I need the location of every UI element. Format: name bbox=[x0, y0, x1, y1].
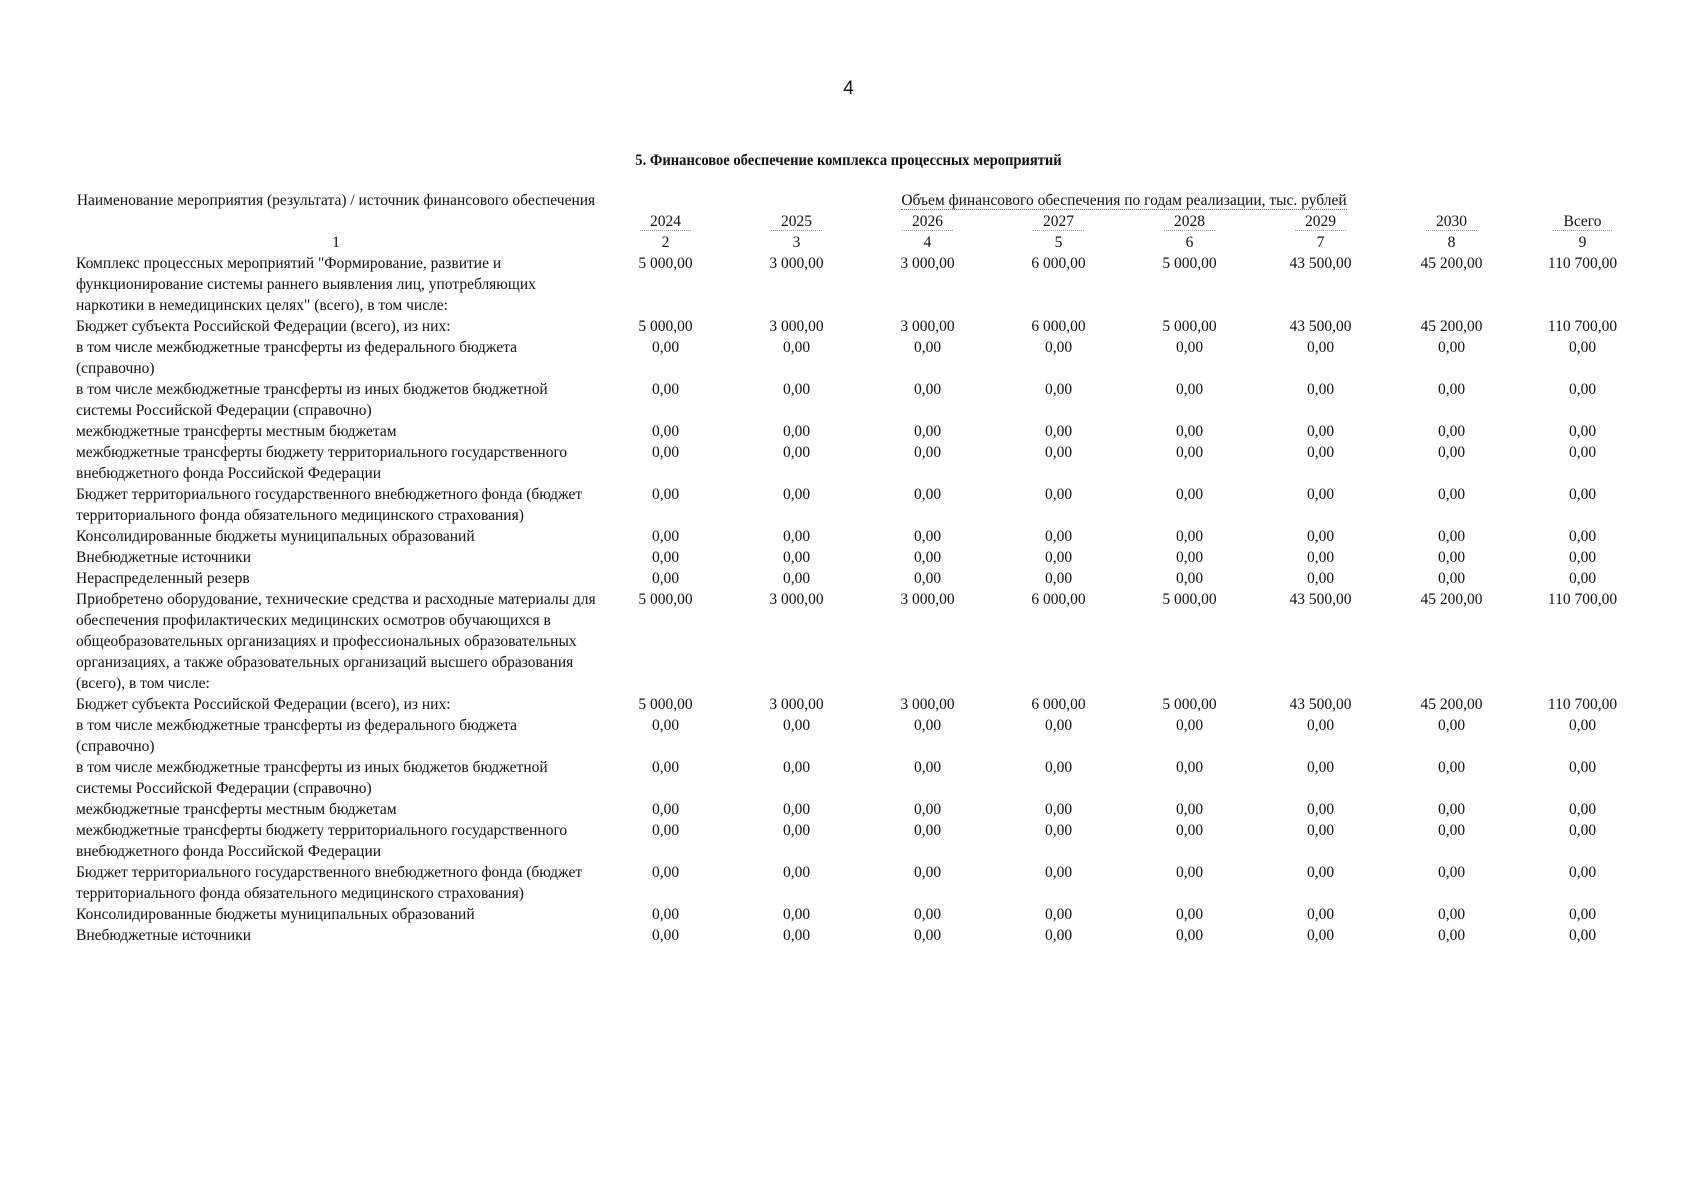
row-year-value: 0,00 bbox=[1306, 381, 1335, 398]
row-year-value: 43 500,00 bbox=[1289, 255, 1352, 272]
row-name: Консолидированные бюджеты муниципальных образований bbox=[76, 528, 475, 545]
row-year-value: 5 000,00 bbox=[638, 591, 693, 608]
row-total-value: 0,00 bbox=[1568, 444, 1597, 461]
row-name: межбюджетные трансферты бюджету территориального государственного внебюджетного фонда Российской Федерации bbox=[76, 822, 568, 860]
table-row bbox=[72, 799, 1648, 820]
row-name: в том числе межбюджетные трансферты из иных бюджетов бюджетной системы Российской Федерации (справочно) bbox=[76, 759, 548, 797]
row-year-value: 0,00 bbox=[1175, 528, 1204, 545]
row-year-value: 0,00 bbox=[782, 570, 811, 587]
row-year-value: 0,00 bbox=[1437, 444, 1466, 461]
table-row bbox=[72, 547, 1648, 568]
column-index: 1 bbox=[332, 234, 340, 251]
header-year-label: 2030 bbox=[1426, 213, 1477, 231]
row-year-value: 0,00 bbox=[1044, 822, 1073, 839]
row-year-value: 0,00 bbox=[913, 423, 942, 440]
row-year-value: 5 000,00 bbox=[1162, 318, 1217, 335]
header-year bbox=[862, 211, 993, 232]
row-year-value: 0,00 bbox=[1044, 927, 1073, 944]
row-name: Комплекс процессных мероприятий "Формирование, развитие и функционирование системы раннего выявления лиц, употребляющих наркотики в немедицинских целях" (всего), в том числе: bbox=[76, 255, 536, 314]
row-year-value: 0,00 bbox=[1044, 486, 1073, 503]
row-year-value: 0,00 bbox=[782, 486, 811, 503]
row-year-value: 0,00 bbox=[1044, 717, 1073, 734]
row-year-value: 0,00 bbox=[651, 381, 680, 398]
row-total-value: 0,00 bbox=[1568, 927, 1597, 944]
row-year-value: 6 000,00 bbox=[1031, 591, 1086, 608]
row-year-value: 5 000,00 bbox=[1162, 591, 1217, 608]
row-year-value: 43 500,00 bbox=[1289, 318, 1352, 335]
row-year-value: 0,00 bbox=[913, 528, 942, 545]
row-year-value: 0,00 bbox=[1306, 759, 1335, 776]
table-row bbox=[72, 253, 1648, 316]
row-year-value: 0,00 bbox=[1437, 864, 1466, 881]
row-year-value: 0,00 bbox=[782, 801, 811, 818]
header-group-text: Объем финансового обеспечения по годам реализации, тыс. рублей bbox=[901, 192, 1347, 209]
column-index: 8 bbox=[1447, 234, 1456, 251]
column-index: 4 bbox=[923, 234, 932, 251]
row-year-value: 0,00 bbox=[1437, 759, 1466, 776]
row-year-value: 0,00 bbox=[1175, 759, 1204, 776]
row-year-value: 0,00 bbox=[1306, 906, 1335, 923]
row-year-value: 0,00 bbox=[1044, 906, 1073, 923]
row-year-value: 0,00 bbox=[1437, 381, 1466, 398]
row-year-value: 0,00 bbox=[651, 570, 680, 587]
table-row bbox=[72, 820, 1648, 862]
financing-table bbox=[72, 190, 1648, 946]
row-year-value: 3 000,00 bbox=[769, 255, 824, 272]
column-index: 2 bbox=[661, 234, 670, 251]
table-row bbox=[72, 925, 1648, 946]
row-total-value: 110 700,00 bbox=[1547, 255, 1618, 272]
row-year-value: 0,00 bbox=[651, 717, 680, 734]
row-year-value: 0,00 bbox=[913, 822, 942, 839]
row-year-value: 0,00 bbox=[782, 381, 811, 398]
section-title: 5. Финансовое обеспечение комплекса процессных мероприятий bbox=[635, 152, 1062, 169]
row-name: в том числе межбюджетные трансферты из федерального бюджета (справочно) bbox=[76, 339, 518, 377]
row-year-value: 0,00 bbox=[1175, 339, 1204, 356]
header-total-label: Всего bbox=[1553, 213, 1611, 231]
header-year bbox=[993, 211, 1124, 232]
row-total-value: 0,00 bbox=[1568, 570, 1597, 587]
row-name: Внебюджетные источники bbox=[76, 927, 252, 944]
row-year-value: 3 000,00 bbox=[769, 318, 824, 335]
row-year-value: 0,00 bbox=[1437, 570, 1466, 587]
row-year-value: 0,00 bbox=[651, 528, 680, 545]
row-year-value: 43 500,00 bbox=[1289, 696, 1352, 713]
row-year-value: 45 200,00 bbox=[1420, 318, 1483, 335]
row-year-value: 0,00 bbox=[1437, 549, 1466, 566]
row-year-value: 0,00 bbox=[913, 906, 942, 923]
row-year-value: 0,00 bbox=[913, 570, 942, 587]
row-year-value: 0,00 bbox=[1306, 822, 1335, 839]
table-row bbox=[72, 757, 1648, 799]
row-total-value: 0,00 bbox=[1568, 486, 1597, 503]
row-year-value: 3 000,00 bbox=[900, 591, 955, 608]
row-year-value: 0,00 bbox=[1175, 864, 1204, 881]
row-year-value: 0,00 bbox=[782, 528, 811, 545]
row-year-value: 6 000,00 bbox=[1031, 696, 1086, 713]
row-name: межбюджетные трансферты местным бюджетам bbox=[76, 423, 397, 440]
row-total-value: 0,00 bbox=[1568, 528, 1597, 545]
row-name: в том числе межбюджетные трансферты из иных бюджетов бюджетной системы Российской Федерации (справочно) bbox=[76, 381, 548, 419]
row-year-value: 0,00 bbox=[1044, 759, 1073, 776]
column-index: 7 bbox=[1316, 234, 1325, 251]
header-row-top bbox=[72, 190, 1648, 211]
row-name: Консолидированные бюджеты муниципальных образований bbox=[76, 906, 475, 923]
row-total-value: 0,00 bbox=[1568, 549, 1597, 566]
column-index: 9 bbox=[1578, 234, 1587, 251]
row-year-value: 0,00 bbox=[1306, 549, 1335, 566]
header-year-label: 2029 bbox=[1295, 213, 1346, 231]
row-year-value: 0,00 bbox=[782, 717, 811, 734]
row-name: межбюджетные трансферты местным бюджетам bbox=[76, 801, 397, 818]
row-year-value: 0,00 bbox=[782, 864, 811, 881]
row-year-value: 0,00 bbox=[1175, 927, 1204, 944]
table-row bbox=[72, 715, 1648, 757]
row-year-value: 0,00 bbox=[651, 906, 680, 923]
row-year-value: 0,00 bbox=[1175, 906, 1204, 923]
row-year-value: 0,00 bbox=[651, 444, 680, 461]
row-year-value: 0,00 bbox=[651, 486, 680, 503]
row-total-value: 0,00 bbox=[1568, 906, 1597, 923]
header-year-label: 2024 bbox=[640, 213, 691, 231]
header-year-label: 2025 bbox=[771, 213, 822, 231]
row-year-value: 0,00 bbox=[1306, 864, 1335, 881]
row-year-value: 0,00 bbox=[782, 549, 811, 566]
row-year-value: 0,00 bbox=[1437, 822, 1466, 839]
row-year-value: 0,00 bbox=[1175, 549, 1204, 566]
table-row bbox=[72, 904, 1648, 925]
row-name: в том числе межбюджетные трансферты из федерального бюджета (справочно) bbox=[76, 717, 518, 755]
row-year-value: 0,00 bbox=[1044, 801, 1073, 818]
row-year-value: 0,00 bbox=[651, 339, 680, 356]
table-row bbox=[72, 316, 1648, 337]
row-total-value: 0,00 bbox=[1568, 759, 1597, 776]
row-year-value: 0,00 bbox=[1175, 822, 1204, 839]
row-year-value: 0,00 bbox=[782, 339, 811, 356]
row-year-value: 45 200,00 bbox=[1420, 696, 1483, 713]
row-year-value: 0,00 bbox=[651, 822, 680, 839]
row-year-value: 0,00 bbox=[1306, 486, 1335, 503]
row-year-value: 0,00 bbox=[782, 444, 811, 461]
row-year-value: 0,00 bbox=[651, 759, 680, 776]
row-year-value: 43 500,00 bbox=[1289, 591, 1352, 608]
row-total-value: 0,00 bbox=[1568, 717, 1597, 734]
row-year-value: 0,00 bbox=[1437, 801, 1466, 818]
row-year-value: 3 000,00 bbox=[900, 255, 955, 272]
row-total-value: 0,00 bbox=[1568, 801, 1597, 818]
column-index: 3 bbox=[792, 234, 801, 251]
row-name: Бюджет субъекта Российской Федерации (всего), из них: bbox=[76, 696, 451, 713]
row-year-value: 0,00 bbox=[1175, 423, 1204, 440]
row-year-value: 0,00 bbox=[782, 906, 811, 923]
row-year-value: 5 000,00 bbox=[638, 318, 693, 335]
row-year-value: 0,00 bbox=[1306, 339, 1335, 356]
row-year-value: 0,00 bbox=[913, 759, 942, 776]
table-row bbox=[72, 337, 1648, 379]
row-name: Бюджет субъекта Российской Федерации (всего), из них: bbox=[76, 318, 451, 335]
row-year-value: 6 000,00 bbox=[1031, 255, 1086, 272]
row-year-value: 5 000,00 bbox=[1162, 696, 1217, 713]
table-row bbox=[72, 421, 1648, 442]
table-row bbox=[72, 862, 1648, 904]
row-year-value: 0,00 bbox=[913, 864, 942, 881]
row-year-value: 5 000,00 bbox=[638, 255, 693, 272]
row-year-value: 0,00 bbox=[782, 759, 811, 776]
row-year-value: 0,00 bbox=[1437, 339, 1466, 356]
row-year-value: 0,00 bbox=[651, 801, 680, 818]
row-year-value: 0,00 bbox=[1044, 528, 1073, 545]
row-year-value: 0,00 bbox=[1175, 717, 1204, 734]
header-year-label: 2026 bbox=[902, 213, 953, 231]
row-year-value: 0,00 bbox=[651, 864, 680, 881]
row-name: Бюджет территориального государственного внебюджетного фонда (бюджет территориального фонда обязательного медицинского страхования) bbox=[76, 864, 583, 902]
row-year-value: 0,00 bbox=[651, 927, 680, 944]
row-year-value: 0,00 bbox=[913, 381, 942, 398]
row-year-value: 0,00 bbox=[1044, 423, 1073, 440]
row-year-value: 5 000,00 bbox=[1162, 255, 1217, 272]
row-year-value: 0,00 bbox=[1306, 927, 1335, 944]
row-total-value: 0,00 bbox=[1568, 822, 1597, 839]
row-year-value: 0,00 bbox=[1306, 423, 1335, 440]
header-year-label: 2028 bbox=[1164, 213, 1215, 231]
row-total-value: 110 700,00 bbox=[1547, 591, 1618, 608]
table-row bbox=[72, 568, 1648, 589]
column-index: 5 bbox=[1054, 234, 1063, 251]
row-name: Приобретено оборудование, технические средства и расходные материалы для обеспечения профилактических медицинских осмотров обучающихся в общеобразовательных организациях и профессиональных образовательных организациях, а также образовательных организаций высшего образования (всего), в том числе: bbox=[76, 591, 596, 692]
row-name: межбюджетные трансферты бюджету территориального государственного внебюджетного фонда Российской Федерации bbox=[76, 444, 568, 482]
row-total-value: 0,00 bbox=[1568, 423, 1597, 440]
header-group-label bbox=[600, 190, 1648, 211]
row-year-value: 0,00 bbox=[1044, 381, 1073, 398]
row-year-value: 0,00 bbox=[1437, 486, 1466, 503]
row-total-value: 0,00 bbox=[1568, 339, 1597, 356]
row-name: Нераспределенный резерв bbox=[76, 570, 250, 587]
header-year-label: 2027 bbox=[1033, 213, 1084, 231]
row-year-value: 3 000,00 bbox=[900, 318, 955, 335]
table-body bbox=[72, 253, 1648, 946]
header-index-row bbox=[72, 232, 1648, 253]
row-year-value: 0,00 bbox=[913, 339, 942, 356]
row-year-value: 0,00 bbox=[1306, 528, 1335, 545]
column-index: 6 bbox=[1185, 234, 1194, 251]
row-total-value: 0,00 bbox=[1568, 381, 1597, 398]
row-year-value: 0,00 bbox=[1306, 801, 1335, 818]
header-year bbox=[731, 211, 862, 232]
table-row bbox=[72, 589, 1648, 694]
row-total-value: 110 700,00 bbox=[1547, 696, 1618, 713]
row-year-value: 0,00 bbox=[913, 444, 942, 461]
row-year-value: 0,00 bbox=[913, 549, 942, 566]
header-year bbox=[1124, 211, 1255, 232]
header-year bbox=[1386, 211, 1517, 232]
row-year-value: 0,00 bbox=[1044, 570, 1073, 587]
row-year-value: 0,00 bbox=[913, 717, 942, 734]
row-year-value: 45 200,00 bbox=[1420, 591, 1483, 608]
row-year-value: 0,00 bbox=[1306, 717, 1335, 734]
row-year-value: 0,00 bbox=[1044, 549, 1073, 566]
row-year-value: 0,00 bbox=[1175, 570, 1204, 587]
header-year bbox=[1255, 211, 1386, 232]
row-year-value: 0,00 bbox=[1044, 339, 1073, 356]
row-year-value: 0,00 bbox=[1306, 444, 1335, 461]
row-total-value: 0,00 bbox=[1568, 864, 1597, 881]
row-year-value: 0,00 bbox=[1306, 570, 1335, 587]
row-year-value: 0,00 bbox=[1437, 528, 1466, 545]
row-year-value: 6 000,00 bbox=[1031, 318, 1086, 335]
row-name: Бюджет территориального государственного внебюджетного фонда (бюджет территориального фонда обязательного медицинского страхования) bbox=[76, 486, 583, 524]
row-year-value: 0,00 bbox=[1175, 486, 1204, 503]
row-year-value: 0,00 bbox=[1044, 444, 1073, 461]
row-year-value: 3 000,00 bbox=[900, 696, 955, 713]
row-year-value: 0,00 bbox=[782, 927, 811, 944]
row-year-value: 0,00 bbox=[1437, 927, 1466, 944]
header-name-column: Наименование мероприятия (результата) / источник финансового обеспечения bbox=[76, 192, 596, 209]
row-year-value: 45 200,00 bbox=[1420, 255, 1483, 272]
row-year-value: 0,00 bbox=[651, 423, 680, 440]
row-year-value: 3 000,00 bbox=[769, 591, 824, 608]
row-year-value: 0,00 bbox=[1175, 444, 1204, 461]
row-year-value: 0,00 bbox=[913, 486, 942, 503]
row-year-value: 0,00 bbox=[913, 801, 942, 818]
row-year-value: 0,00 bbox=[1044, 864, 1073, 881]
header-year bbox=[600, 211, 731, 232]
table-row bbox=[72, 694, 1648, 715]
row-name: Внебюджетные источники bbox=[76, 549, 252, 566]
header-total bbox=[1517, 211, 1648, 232]
row-year-value: 5 000,00 bbox=[638, 696, 693, 713]
table-row bbox=[72, 379, 1648, 421]
row-total-value: 110 700,00 bbox=[1547, 318, 1618, 335]
row-year-value: 0,00 bbox=[651, 549, 680, 566]
row-year-value: 0,00 bbox=[782, 423, 811, 440]
page-number: 4 bbox=[843, 78, 854, 99]
row-year-value: 0,00 bbox=[1437, 423, 1466, 440]
row-year-value: 0,00 bbox=[913, 927, 942, 944]
row-year-value: 3 000,00 bbox=[769, 696, 824, 713]
row-year-value: 0,00 bbox=[1175, 801, 1204, 818]
row-year-value: 0,00 bbox=[1437, 906, 1466, 923]
row-year-value: 0,00 bbox=[1437, 717, 1466, 734]
row-year-value: 0,00 bbox=[782, 822, 811, 839]
table-row bbox=[72, 484, 1648, 526]
row-year-value: 0,00 bbox=[1175, 381, 1204, 398]
table-row bbox=[72, 442, 1648, 484]
table-row bbox=[72, 526, 1648, 547]
